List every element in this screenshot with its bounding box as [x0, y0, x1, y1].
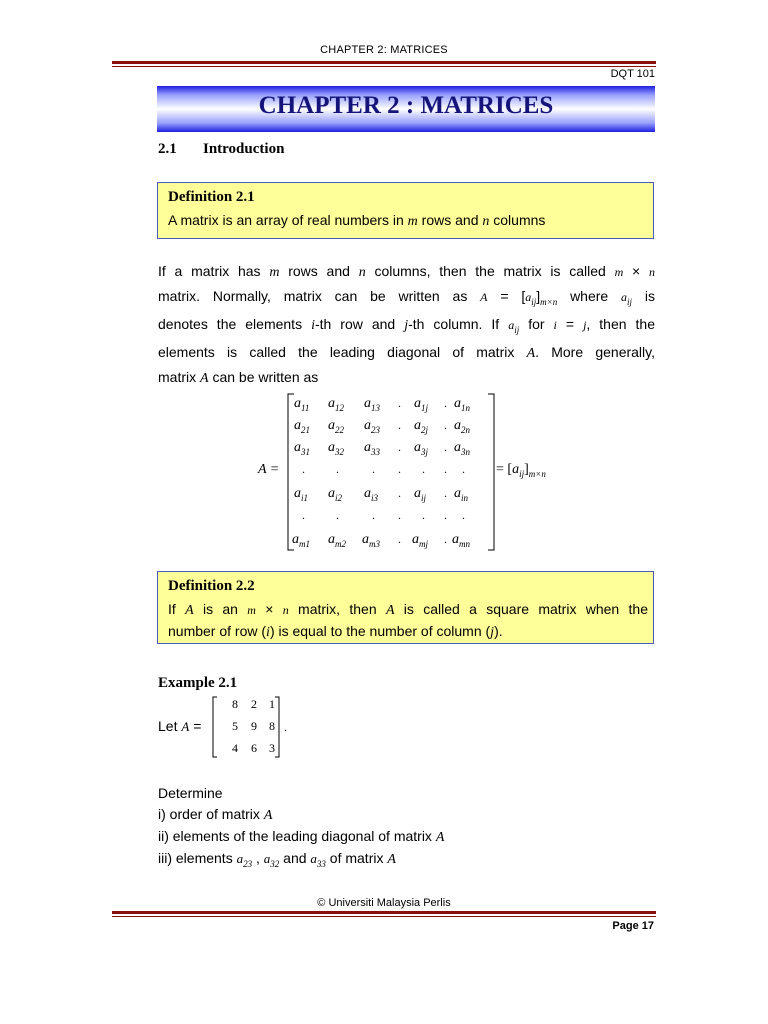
- section-title: Introduction: [203, 141, 285, 157]
- definition-body: A matrix is an array of real numbers in m rows and n columns: [168, 212, 546, 229]
- para-line-3: denotes the elements i-th row and j-th column. If $a_{ij}$ for i = j, then the: [158, 315, 655, 335]
- header-rule: [112, 61, 656, 64]
- para-line-4: elements is called the leading diagonal of matrix A. More generally,: [158, 344, 656, 362]
- para-line-5: matrix A can be written as: [158, 368, 319, 386]
- copyright-footer: © Universiti Malaysia Perlis: [317, 897, 451, 909]
- course-code: DQT 101: [610, 68, 655, 80]
- page-number: Page 17: [612, 920, 654, 932]
- definition-box-1: [157, 182, 654, 239]
- definition-body: If A is an m × n matrix, then A is called a square matrix when the number of row (i) is equal to the number of column (j).: [168, 601, 648, 640]
- section-number: 2.1: [158, 141, 177, 157]
- example-matrix: 8 2 1 5 9 8 4 6 3: [232, 697, 275, 755]
- matrix-lhs: A =: [258, 462, 280, 477]
- example-title: Example 2.1: [158, 675, 238, 691]
- para-line-2: matrix. Normally, matrix can be written as $A = [a_{ij}]_{m\times n}$ where $a_{ij}$ is: [158, 287, 655, 307]
- footer-rule: [112, 911, 656, 914]
- definition-title: Definition 2.2: [168, 578, 255, 594]
- definition-title: Definition 2.1: [168, 189, 255, 205]
- matrix-period: .: [284, 720, 287, 734]
- example-let: Let A =: [158, 718, 202, 734]
- para-line-1: If a matrix has m rows and n columns, then the matrix is called m × n: [158, 263, 655, 280]
- chapter-banner: [157, 86, 655, 132]
- intro-paragraph: [158, 260, 655, 390]
- example-questions: Determine i) order of matrix A ii) elements of the leading diagonal of matrix A iii) elements $a_{23}$ , $a_{32}$ and $a_{33}$ of matrix A: [158, 785, 445, 869]
- chapter-title: CHAPTER 2 : MATRICES: [258, 92, 554, 119]
- footer-rule-thin: [112, 916, 656, 917]
- general-matrix: A = $a_{11}$ $a_{12}$ $a_{13}$ . $a_{1j}$ . $a_{1n}$ $a_{21}$ $a_{22}$ $a_{23}$ . $a_{2j}$ . $a_{2n}$ $a_{31}$ $a_{32}$ $a_{33}$ . $a_{3j}$ . $a_{3n}$ . . . . . . . $a_{i1}$ $a_{i2}$ $a_{i3}$ . $a_{ij}$ . $a_{in}$ . . . . . . . $a_{m1}$ $a_{m2}$ $a_{m3}$ . $a_{mj}$ . $a_{mn}$ = $[a_{ij}]_{m\times n}$: [258, 392, 558, 552]
- running-header: CHAPTER 2: MATRICES: [320, 44, 448, 56]
- header-rule-thin: [112, 66, 656, 67]
- definition-box-2: [157, 571, 654, 644]
